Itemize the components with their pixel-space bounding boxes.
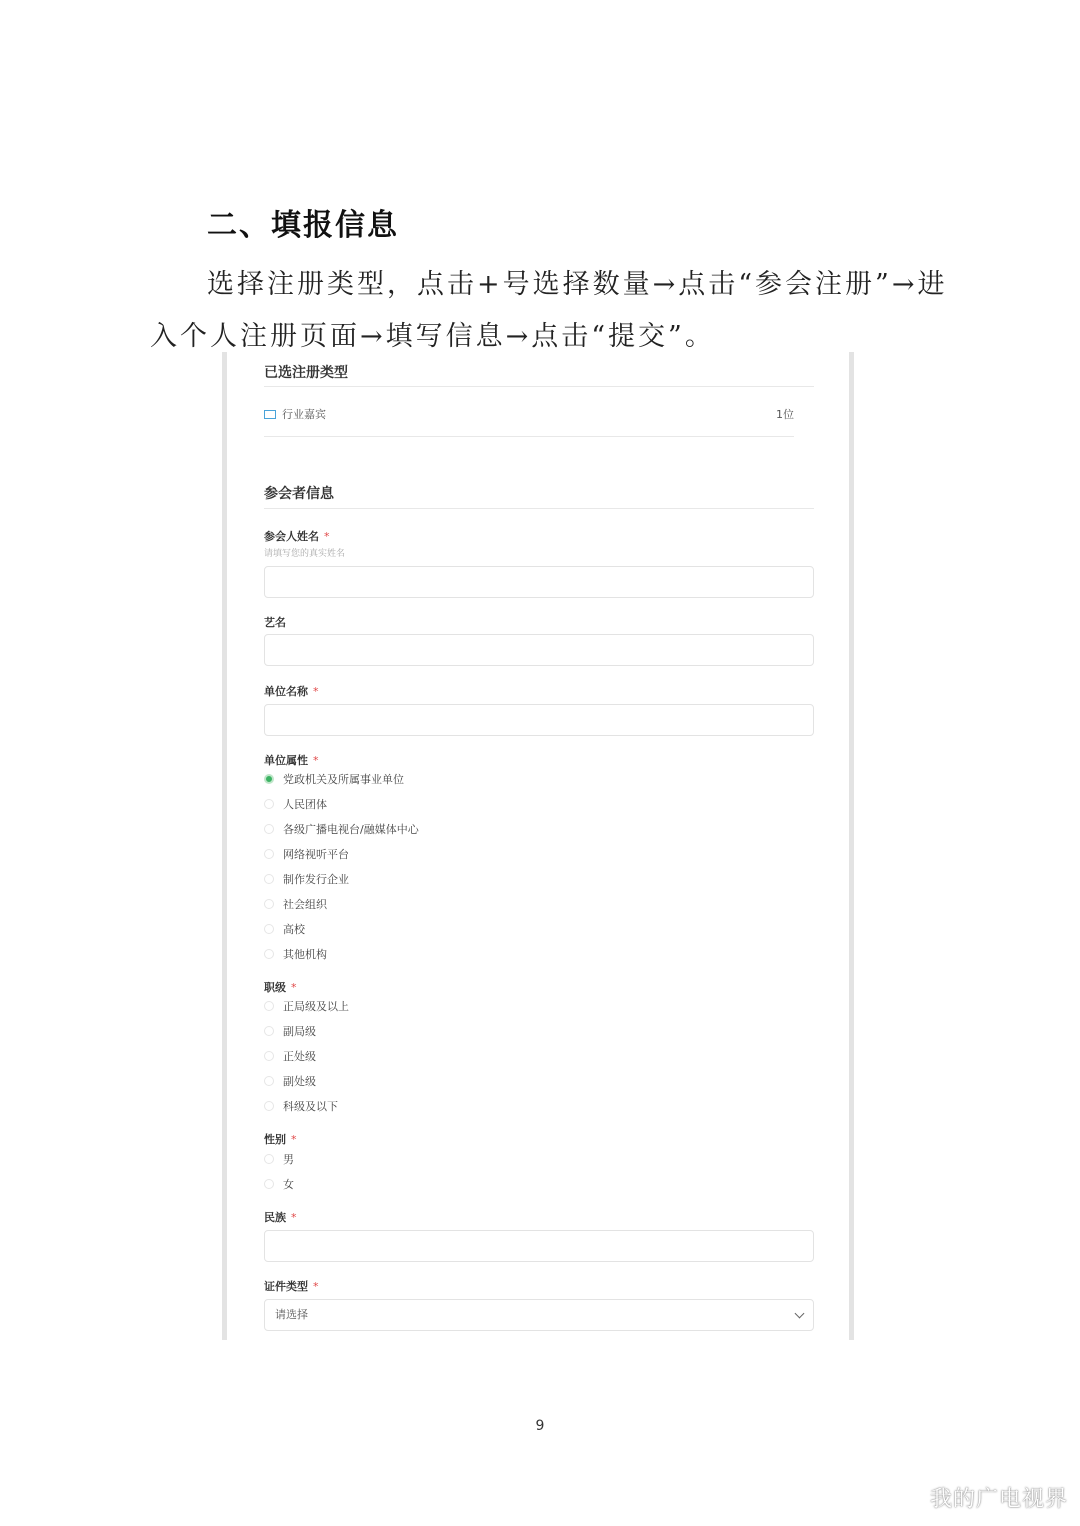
radio-icon[interactable] [264,1026,274,1036]
radio-icon[interactable] [264,849,274,859]
instruction-line-2: 入个人注册页面→填写信息→点击“提交”。 [150,321,715,352]
divider [264,386,814,387]
org-type-label: 单位属性 * [264,754,319,767]
divider [264,508,814,509]
gender-option-female[interactable]: 女 [264,1177,294,1193]
selected-type-count: 1位 [776,408,794,421]
radio-icon[interactable] [264,1154,274,1164]
radio-icon[interactable] [264,899,274,909]
radio-icon[interactable] [264,949,274,959]
required-mark: * [313,754,319,767]
selected-type-title: 已选注册类型 [264,365,348,381]
radio-icon[interactable] [264,874,274,884]
org-type-option[interactable]: 其他机构 [264,947,327,963]
rank-label: 职级 * [264,981,297,994]
radio-icon[interactable] [264,1179,274,1189]
page-number: 9 [535,1418,545,1434]
radio-icon[interactable] [264,1001,274,1011]
ticket-icon [264,410,276,419]
registration-form-screenshot [222,352,854,1340]
org-name-input[interactable] [264,704,814,736]
required-mark: * [291,1133,297,1146]
org-type-option[interactable]: 社会组织 [264,897,327,913]
stage-name-label: 艺名 [264,616,286,629]
org-type-option[interactable]: 党政机关及所属事业单位 [264,772,404,788]
radio-icon[interactable] [264,924,274,934]
gender-label: 性别 * [264,1133,297,1146]
required-mark: * [313,1280,319,1293]
chevron-down-icon [795,1309,805,1319]
rank-option[interactable]: 正处级 [264,1049,316,1065]
name-hint: 请填写您的真实姓名 [264,549,346,559]
org-type-option[interactable]: 高校 [264,922,305,938]
rank-option[interactable]: 科级及以下 [264,1099,338,1115]
org-type-option[interactable]: 各级广播电视台/融媒体中心 [264,822,419,838]
required-mark: * [313,685,319,698]
radio-icon[interactable] [264,824,274,834]
ethnicity-input[interactable] [264,1230,814,1262]
rank-option[interactable]: 副处级 [264,1074,316,1090]
instruction-line-1: 选择注册类型，点击+号选择数量→点击“参会注册”→进 [207,269,948,300]
id-type-label: 证件类型 * [264,1280,319,1293]
radio-icon[interactable] [264,1101,274,1111]
ethnicity-label: 民族 * [264,1211,297,1224]
rank-option[interactable]: 副局级 [264,1024,316,1040]
org-type-option[interactable]: 制作发行企业 [264,872,349,888]
radio-checked-icon[interactable] [264,774,274,784]
radio-icon[interactable] [264,1051,274,1061]
divider [264,436,794,437]
org-type-option[interactable]: 人民团体 [264,797,327,813]
selected-type-label: 行业嘉宾 [282,408,326,421]
required-mark: * [291,981,297,994]
id-type-placeholder: 请选择 [275,1308,308,1321]
required-mark: * [291,1211,297,1224]
rank-option[interactable]: 正局级及以上 [264,999,349,1015]
attendee-info-title: 参会者信息 [264,486,334,502]
org-type-option[interactable]: 网络视听平台 [264,847,349,863]
radio-icon[interactable] [264,1076,274,1086]
radio-icon[interactable] [264,799,274,809]
required-mark: * [324,530,330,543]
id-type-select[interactable] [264,1299,814,1331]
name-input[interactable] [264,566,814,598]
watermark: 我的广电视界 [929,1487,1068,1512]
selected-type-row [264,406,794,422]
stage-name-input[interactable] [264,634,814,666]
gender-option-male[interactable]: 男 [264,1152,294,1168]
org-name-label: 单位名称 * [264,685,319,698]
section-heading: 二、填报信息 [207,208,399,243]
name-label: 参会人姓名 * [264,530,330,543]
